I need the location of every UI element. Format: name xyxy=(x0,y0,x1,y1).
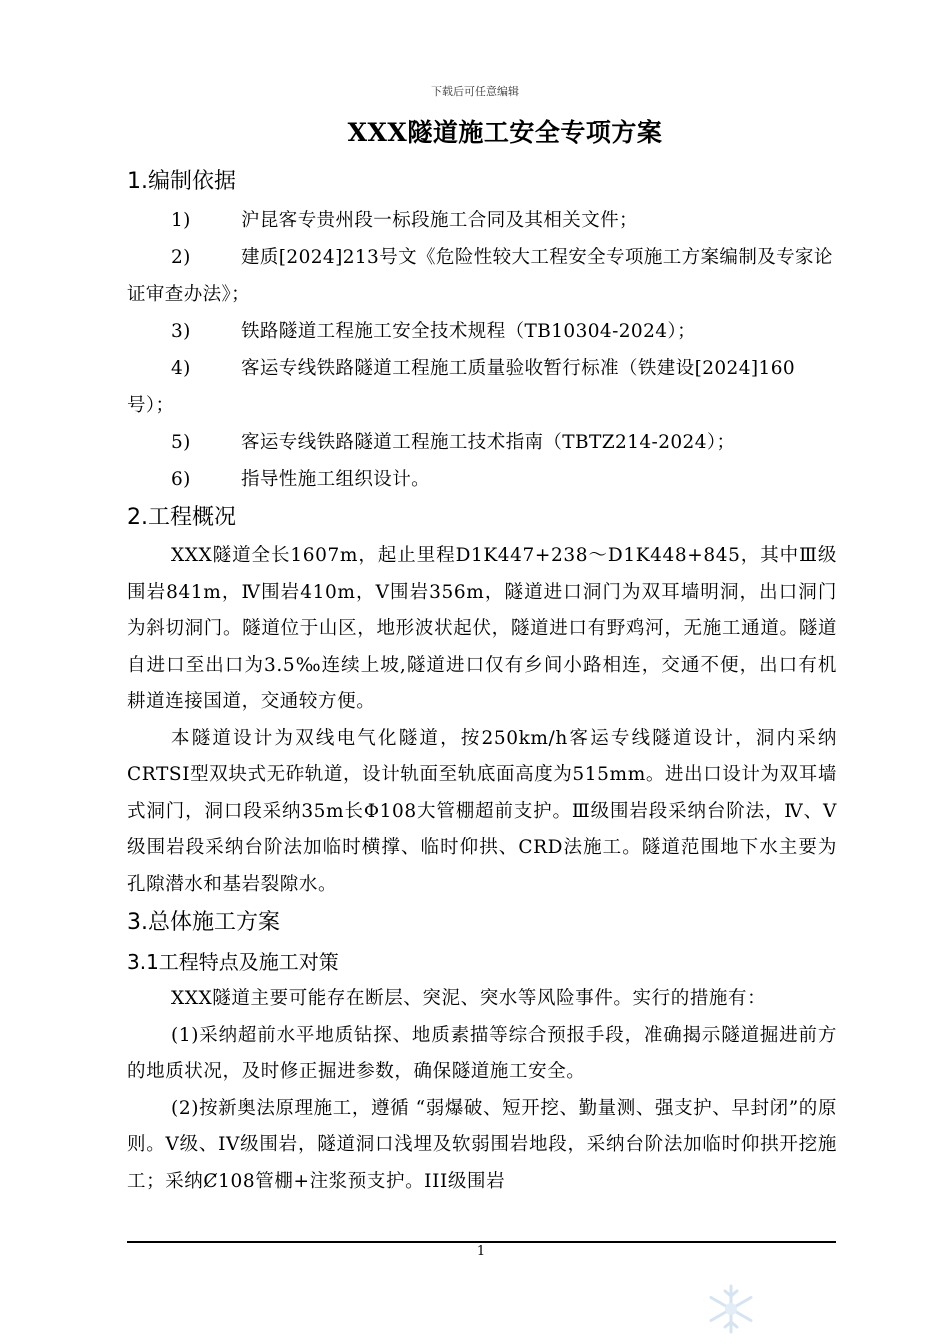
section-1-heading: 1.编制依据 xyxy=(127,169,236,194)
features-paragraph-3: (2)按新奥法原理施工，遵循 “弱爆破、短开挖、勤量测、强支护、早封闭”的原则。Ⅴ级、IV级围岩，隧道洞口浅埋及软弱围岩地段，采纳台阶法加临时仰拱开挖施工；采纳Ȼ108管棚+注浆预支护。III级围岩 xyxy=(127,1097,837,1192)
item-number: 6) xyxy=(171,469,191,490)
document-body xyxy=(127,162,837,1200)
item-text: 客运专线铁路隧道工程施工质量验收暂行标准（铁建设[2024]160号）； xyxy=(127,358,796,416)
section-3-heading: 3.总体施工方案 xyxy=(127,910,280,935)
item-text: 铁路隧道工程施工安全技术规程（TB10304-2024）； xyxy=(241,321,696,342)
item-number: 3) xyxy=(171,321,191,342)
item-text: 沪昆客专贵州段一标段施工合同及其相关文件； xyxy=(241,210,638,231)
section-2-heading: 2.工程概况 xyxy=(127,505,236,530)
overview-paragraph-1: XXX隧道全长1607m，起止里程D1K447+238～D1K448+845，其中Ⅲ级围岩841m，Ⅳ围岩410m，Ⅴ围岩356m，隧道进口洞门为双耳墙明洞，出口洞门为斜切洞门。隧道位于山区，地形波状起伏，隧道进口有野鸡河，无施工通道。隧道自进口至出口为3.5‰连续上坡,隧道进口仅有乡间小路相连，交通不便，出口有机耕道连接国道，交通较方便。 xyxy=(127,545,837,712)
item-number: 5) xyxy=(171,432,191,453)
footer-divider xyxy=(127,1241,836,1243)
basis-item-6 xyxy=(127,461,837,498)
item-text: 建质[2024]213号文《危险性较大工程安全专项施工方案编制及专家论证审查办法》； xyxy=(127,247,833,305)
item-number: 2) xyxy=(171,247,191,268)
section-3-1-heading: 3.1工程特点及施工对策 xyxy=(127,950,339,974)
overview-paragraph-2: 本隧道设计为双线电气化隧道，按250km/h客运专线隧道设计，洞内采纳CRTSⅠ型双块式无砟轨道，设计轨面至轨底面高度为515mm。进出口设计为双耳墙式洞门，洞口段采纳35m长Φ108大管棚超前支护。Ⅲ级围岩段采纳台阶法，Ⅳ、Ⅴ级围岩段采纳台阶法加临时横撑、临时仰拱、CRD法施工。隧道范围地下水主要为孔隙潜水和基岩裂隙水。 xyxy=(127,727,837,895)
item-text: 指导性施工组织设计。 xyxy=(241,469,431,490)
page-number: 1 xyxy=(476,1244,486,1259)
basis-item-3 xyxy=(127,313,837,350)
basis-item-2 xyxy=(127,239,837,313)
document-title: XXX隧道施工安全专项方案 xyxy=(347,118,663,147)
basis-item-1 xyxy=(127,202,837,239)
item-number: 1) xyxy=(171,210,191,231)
snowflake-watermark-icon xyxy=(704,1282,758,1336)
basis-item-5 xyxy=(127,424,837,461)
features-paragraph-2: (1)采纳超前水平地质钻探、地质素描等综合预报手段，准确揭示隧道掘进前方的地质状况，及时修正掘进参数，确保隧道施工安全。 xyxy=(127,1024,837,1082)
header-note: 下载后可任意编辑 xyxy=(431,85,519,98)
features-paragraph-1: XXX隧道主要可能存在断层、突泥、突水等风险事件。实行的措施有： xyxy=(171,988,767,1009)
item-number: 4) xyxy=(171,358,191,379)
basis-item-4 xyxy=(127,350,837,424)
item-text: 客运专线铁路隧道工程施工技术指南（TBTZ214-2024）； xyxy=(241,432,736,453)
